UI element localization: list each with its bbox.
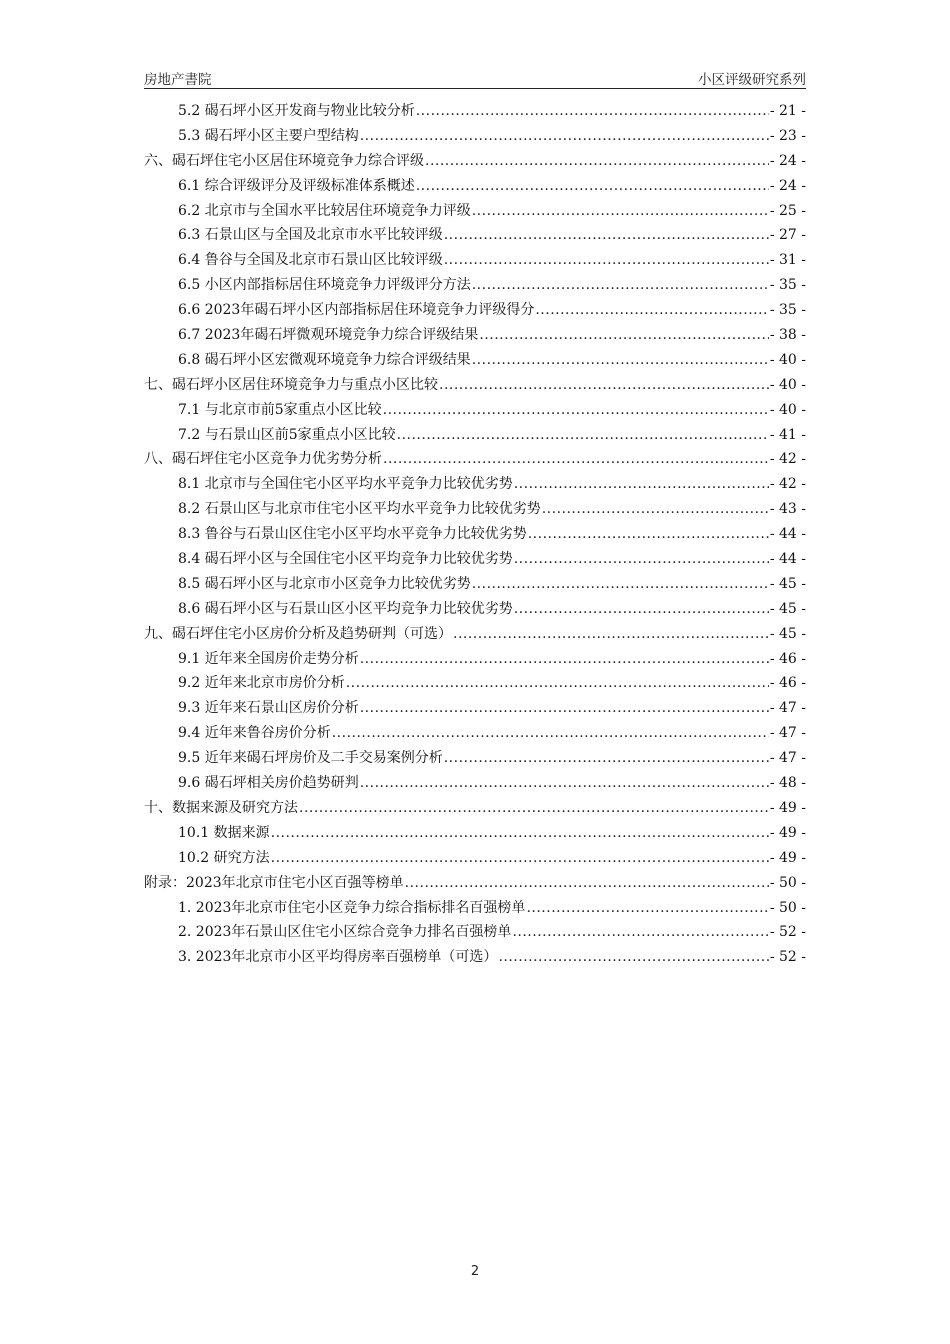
toc-entry[interactable] xyxy=(144,598,806,623)
toc-chapter[interactable] xyxy=(144,623,806,648)
toc-leader-dots xyxy=(514,476,769,492)
toc-entry-title: 九、碣石坪住宅小区房价分析及趋势研判（可选） xyxy=(144,625,452,642)
toc-entry-page: - 46 - xyxy=(769,675,806,692)
toc-entry-title: 6.2 北京市与全国水平比较居住环境竞争力评级 xyxy=(178,202,471,219)
toc-entry-title: 6.8 碣石坪小区宏微观环境竞争力综合评级结果 xyxy=(178,351,471,368)
toc-entry-page: - 50 - xyxy=(769,899,806,916)
toc-entry-title: 9.3 近年来石景山区房价分析 xyxy=(178,700,359,717)
toc-leader-dots xyxy=(439,377,769,393)
toc-entry-title: 8.3 鲁谷与石景山区住宅小区平均水平竞争力比较优劣势 xyxy=(178,526,527,543)
toc-leader-dots xyxy=(498,949,768,965)
toc-entry-page: - 50 - xyxy=(769,874,806,891)
toc-entry[interactable] xyxy=(144,847,806,872)
toc-entry[interactable] xyxy=(144,523,806,548)
toc-leader-dots xyxy=(332,725,769,741)
toc-entry-title: 9.1 近年来全国房价走势分析 xyxy=(178,650,359,667)
toc-entry[interactable] xyxy=(144,897,806,922)
toc-leader-dots xyxy=(472,277,769,293)
toc-entry-title: 8.4 碣石坪小区与全国住宅小区平均竞争力比较优劣势 xyxy=(178,551,513,568)
toc-entry-page: - 45 - xyxy=(769,625,806,642)
toc-entry-page: - 49 - xyxy=(769,849,806,866)
toc-leader-dots xyxy=(444,252,769,268)
toc-entry[interactable] xyxy=(144,473,806,498)
toc-entry-title: 8.1 北京市与全国住宅小区平均水平竞争力比较优劣势 xyxy=(178,476,513,493)
toc-entry-page: - 38 - xyxy=(769,327,806,344)
toc-leader-dots xyxy=(535,302,768,318)
toc-leader-dots xyxy=(472,203,769,219)
toc-entry-title: 六、碣石坪住宅小区居住环境竞争力综合评级 xyxy=(144,152,424,169)
toc-entry-title: 5.2 碣石坪小区开发商与物业比较分析 xyxy=(178,103,415,119)
toc-entry-page: - 47 - xyxy=(769,750,806,767)
toc-entry-title: 3. 2023年北京市小区平均得房率百强榜单（可选） xyxy=(178,949,498,966)
toc-entry-page: - 52 - xyxy=(769,924,806,941)
toc-entry-title: 2. 2023年石景山区住宅小区综合竞争力排名百强榜单 xyxy=(178,924,512,941)
toc-entry-title: 八、碣石坪住宅小区竞争力优劣势分析 xyxy=(144,451,382,468)
toc-entry-page: - 23 - xyxy=(769,127,806,144)
toc-entry[interactable] xyxy=(144,424,806,449)
toc-entry-page: - 47 - xyxy=(769,725,806,742)
toc-leader-dots xyxy=(360,128,769,144)
toc-leader-dots xyxy=(512,924,768,940)
toc-leader-dots xyxy=(528,526,769,542)
toc-chapter[interactable] xyxy=(144,872,806,897)
header-publisher: 房地产書院 xyxy=(144,72,212,88)
toc-entry[interactable] xyxy=(144,573,806,598)
toc-entry-page: - 40 - xyxy=(769,376,806,393)
toc-leader-dots xyxy=(416,178,769,194)
toc-leader-dots xyxy=(360,775,769,791)
toc-entry[interactable] xyxy=(144,200,806,225)
toc-entry-title: 9.2 近年来北京市房价分析 xyxy=(178,675,345,692)
toc-entry[interactable] xyxy=(144,175,806,200)
toc-entry-title: 5.3 碣石坪小区主要户型结构 xyxy=(178,127,359,144)
toc-entry-title: 十、数据来源及研究方法 xyxy=(144,799,298,816)
toc-entry-title: 1. 2023年北京市住宅小区竞争力综合指标排名百强榜单 xyxy=(178,899,526,916)
toc-entry-page: - 40 - xyxy=(769,351,806,368)
toc-entry-page: - 44 - xyxy=(769,551,806,568)
toc-entry-title: 附录：2023年北京市住宅小区百强等榜单 xyxy=(144,874,404,891)
toc-entry[interactable] xyxy=(144,822,806,847)
toc-entry[interactable] xyxy=(144,249,806,274)
toc-leader-dots xyxy=(405,875,769,891)
toc-entry-title: 8.6 碣石坪小区与石景山区小区平均竞争力比较优劣势 xyxy=(178,600,513,617)
toc-chapter[interactable] xyxy=(144,374,806,399)
toc-entry-title: 6.3 石景山区与全国及北京市水平比较评级 xyxy=(178,227,443,244)
toc-entry-title: 6.6 2023年碣石坪小区内部指标居住环境竞争力评级得分 xyxy=(178,302,535,319)
toc-entry-page: - 49 - xyxy=(769,824,806,841)
toc-leader-dots xyxy=(271,825,769,841)
toc-entry-page: - 48 - xyxy=(769,775,806,792)
toc-entry-title: 10.2 研究方法 xyxy=(178,849,270,866)
toc-leader-dots xyxy=(453,626,769,642)
toc-entry[interactable] xyxy=(144,672,806,697)
page-header xyxy=(144,66,806,89)
toc-leader-dots xyxy=(444,227,769,243)
toc-entry-page: - 45 - xyxy=(769,600,806,617)
toc-entry[interactable] xyxy=(144,697,806,722)
toc-entry[interactable] xyxy=(144,722,806,747)
toc-leader-dots xyxy=(514,601,769,617)
toc-entry-page: - 35 - xyxy=(769,277,806,294)
toc-leader-dots xyxy=(542,501,769,517)
toc-entry-title: 9.4 近年来鲁谷房价分析 xyxy=(178,725,331,742)
toc-leader-dots xyxy=(299,800,769,816)
toc-leader-dots xyxy=(360,700,769,716)
toc-entry-page: - 46 - xyxy=(769,650,806,667)
toc-entry-title: 七、碣石坪小区居住环境竞争力与重点小区比较 xyxy=(144,376,438,393)
toc-entry[interactable] xyxy=(144,399,806,424)
toc-leader-dots xyxy=(271,850,769,866)
toc-entry[interactable] xyxy=(144,548,806,573)
toc-entry[interactable] xyxy=(144,100,806,125)
toc-entry-title: 6.7 2023年碣石坪微观环境竞争力综合评级结果 xyxy=(178,327,479,344)
toc-leader-dots xyxy=(472,352,769,368)
toc-leader-dots xyxy=(346,675,769,691)
toc-entry-page: - 42 - xyxy=(769,476,806,493)
toc-entry[interactable] xyxy=(144,946,806,971)
toc-entry-page: - 47 - xyxy=(769,700,806,717)
toc-entry-page: - 24 - xyxy=(769,177,806,194)
toc-entry-page: - 25 - xyxy=(769,202,806,219)
toc-entry[interactable] xyxy=(144,224,806,249)
toc-entry-page: - 21 - xyxy=(769,103,806,119)
toc-entry-title: 8.5 碣石坪小区与北京市小区竞争力比较优劣势 xyxy=(178,575,471,592)
toc-entry[interactable] xyxy=(144,747,806,772)
toc-entry-page: - 40 - xyxy=(769,401,806,418)
toc-entry[interactable] xyxy=(144,921,806,946)
toc-entry[interactable] xyxy=(144,324,806,349)
toc-entry-title: 6.1 综合评级评分及评级标准体系概述 xyxy=(178,177,415,194)
toc-chapter[interactable] xyxy=(144,797,806,822)
toc-leader-dots xyxy=(383,451,769,467)
toc-leader-dots xyxy=(514,551,769,567)
toc-leader-dots xyxy=(416,103,769,119)
toc-entry-title: 8.2 石景山区与北京市住宅小区平均水平竞争力比较优劣势 xyxy=(178,501,541,518)
toc-leader-dots xyxy=(526,900,768,916)
toc-entry-title: 7.2 与石景山区前5家重点小区比较 xyxy=(178,426,396,443)
header-series-title: 小区评级研究系列 xyxy=(698,72,806,88)
toc-leader-dots xyxy=(472,576,769,592)
toc-entry[interactable] xyxy=(144,274,806,299)
toc-entry-page: - 45 - xyxy=(769,575,806,592)
toc-entry-page: - 35 - xyxy=(769,302,806,319)
toc-entry-title: 6.5 小区内部指标居住环境竞争力评级评分方法 xyxy=(178,277,471,294)
toc-entry-title: 9.5 近年来碣石坪房价及二手交易案例分析 xyxy=(178,750,443,767)
toc-entry[interactable] xyxy=(144,125,806,150)
toc-entry-page: - 41 - xyxy=(769,426,806,443)
table-of-contents xyxy=(144,100,806,971)
toc-leader-dots xyxy=(397,427,769,443)
toc-entry-page: - 43 - xyxy=(769,501,806,518)
toc-entry-page: - 52 - xyxy=(769,949,806,966)
toc-leader-dots xyxy=(383,402,769,418)
page-number: 2 xyxy=(470,1264,480,1279)
toc-entry-page: - 44 - xyxy=(769,526,806,543)
toc-entry-title: 10.1 数据来源 xyxy=(178,824,270,841)
toc-entry[interactable] xyxy=(144,648,806,673)
toc-entry[interactable] xyxy=(144,498,806,523)
toc-entry[interactable] xyxy=(144,299,806,324)
toc-entry-page: - 42 - xyxy=(769,451,806,468)
toc-entry-title: 6.4 鲁谷与全国及北京市石景山区比较评级 xyxy=(178,252,443,269)
toc-leader-dots xyxy=(479,327,768,343)
toc-entry-page: - 49 - xyxy=(769,799,806,816)
toc-entry[interactable] xyxy=(144,772,806,797)
toc-leader-dots xyxy=(360,651,769,667)
toc-entry-page: - 31 - xyxy=(769,252,806,269)
toc-entry-title: 9.6 碣石坪相关房价趋势研判 xyxy=(178,775,359,792)
toc-chapter[interactable] xyxy=(144,150,806,175)
toc-leader-dots xyxy=(444,750,769,766)
toc-leader-dots xyxy=(425,153,769,169)
toc-entry[interactable] xyxy=(144,349,806,374)
toc-entry-title: 7.1 与北京市前5家重点小区比较 xyxy=(178,401,382,418)
toc-chapter[interactable] xyxy=(144,448,806,473)
toc-entry-page: - 24 - xyxy=(769,152,806,169)
toc-entry-page: - 27 - xyxy=(769,227,806,244)
